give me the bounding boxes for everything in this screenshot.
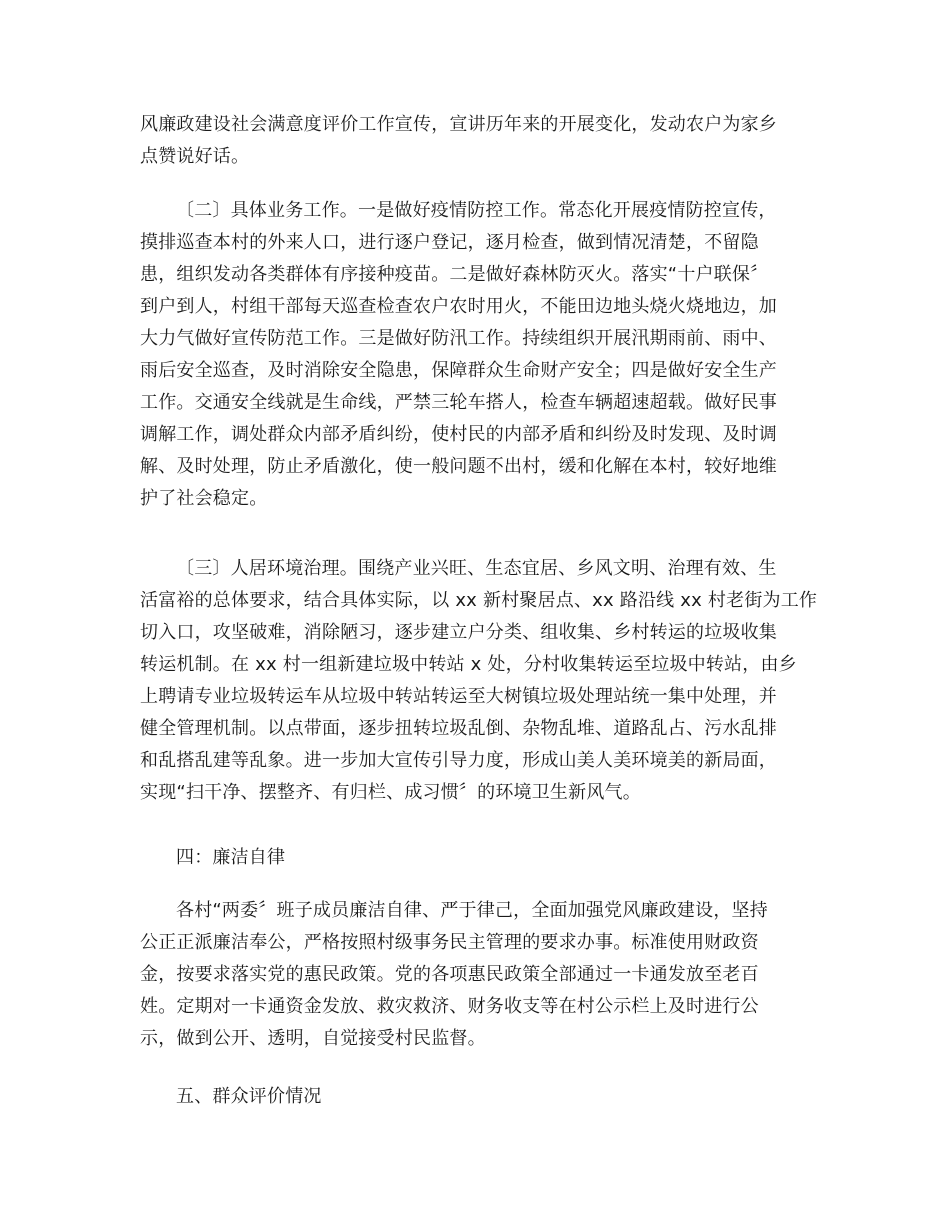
paragraph-line: 健全管理机制。以点带面，逐步扭转垃圾乱倒、杂物乱堆、道路乱占、污水乱排 <box>140 718 777 739</box>
section-heading-4 <box>140 842 810 874</box>
paragraph-line: 到户到人，村组干部每天巡查检查农户农时用火，不能田边地头烧火烧地边，加 <box>140 296 777 317</box>
paragraph-line: 〔二〕具体业务工作。一是做好疫情防控工作。常态化开展疫情防控宣传， <box>176 200 777 221</box>
paragraph-line: 摸排巡查本村的外来人口，进行逐户登记，逐月检查，做到情况清楚，不留隐 <box>140 232 759 253</box>
paragraph-line: 各村“两委〞班子成员廉洁自律、严于律己，全面加强党风廉政建设，坚持 <box>176 900 768 921</box>
paragraph-line: 解、及时处理，防止矛盾激化，使一般问题不出村，缓和化解在本村，较好地维 <box>140 456 777 477</box>
paragraph-line: 姓。定期对一卡通资金发放、救灾救济、财务收支等在村公示栏上及时进行公 <box>140 996 759 1017</box>
paragraph-line: 风廉政建设社会满意度评价工作宣传，宣讲历年来的开展变化，发动农户为家乡 <box>140 114 777 135</box>
paragraph-line: 护了社会稳定。 <box>140 488 268 509</box>
paragraph-3 <box>140 553 818 809</box>
paragraph-line: 工作。交通安全线就是生命线，严禁三轮车搭人，检查车辆超速超载。做好民事 <box>140 392 777 413</box>
paragraph-line: 实现“扫干净、摆整齐、有归栏、成习惯〞的环境卫生新风气。 <box>140 782 641 803</box>
paragraph-line: 患，组织发动各类群体有序接种疫苗。二是做好森林防灭火。落实“十户联保〞 <box>140 264 769 285</box>
paragraph-line: 活富裕的总体要求，结合具体实际，以 xx 新村聚居点、xx 路沿线 xx 村老街为工作 <box>140 590 818 611</box>
paragraph-2 <box>140 195 810 515</box>
paragraph-line: 和乱搭乱建等乱象。进一步加大宣传引导力度，形成山美人美环境美的新局面， <box>140 750 777 771</box>
paragraph-line: 上聘请专业垃圾转运车从垃圾中转站转运至大树镇垃圾处理站统一集中处理，并 <box>140 686 777 707</box>
paragraph-line: 点赞说好话。 <box>140 146 250 167</box>
paragraph-line: 雨后安全巡查，及时消除安全隐患，保障群众生命财产安全；四是做好安全生产 <box>140 360 777 381</box>
paragraph-line: 调解工作，调处群众内部矛盾纠纷，使村民的内部矛盾和纠纷及时发现、及时调 <box>140 424 777 445</box>
paragraph-line: 示，做到公开、透明，自觉接受村民监督。 <box>140 1028 486 1049</box>
paragraph-4 <box>140 895 810 1055</box>
paragraph-line: 切入口，攻坚破难，消除陋习，逐步建立户分类、组收集、乡村转运的垃圾收集 <box>140 622 777 643</box>
section-heading-5 <box>140 1081 810 1113</box>
paragraph-1 <box>140 109 810 173</box>
paragraph-line: 大力气做好宣传防范工作。三是做好防汛工作。持续组织开展汛期雨前、雨中、 <box>140 328 777 349</box>
paragraph-line: 金，按要求落实党的惠民政策。党的各项惠民政策全部通过一卡通发放至老百 <box>140 964 759 985</box>
paragraph-line: 公正正派廉洁奉公，严格按照村级事务民主管理的要求办事。标准使用财政资 <box>140 932 759 953</box>
paragraph-line: 转运机制。在 xx 村一组新建垃圾中转站 x 处，分村收集转运至垃圾中转站，由乡 <box>140 654 797 675</box>
section-heading: 四：廉洁自律 <box>176 847 286 868</box>
section-heading: 五、群众评价情况 <box>176 1086 322 1107</box>
paragraph-line: 〔三〕人居环境治理。围绕产业兴旺、生态宜居、乡风文明、治理有效、生 <box>176 558 777 579</box>
